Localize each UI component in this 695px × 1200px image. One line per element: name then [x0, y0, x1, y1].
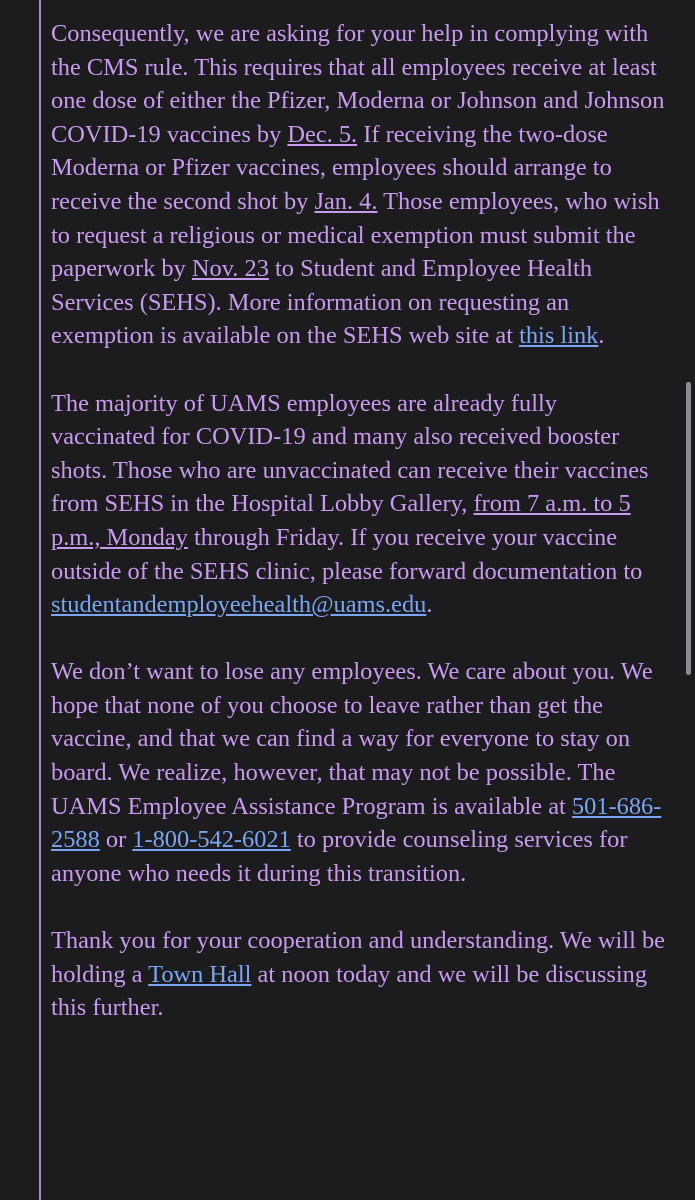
- paragraph-employee-assistance: We don’t want to lose any employees. We care about you. We hope that none of you choose to leave rather than get the vaccine, and that we can find a way for everyone to stay on board. We realize, however, that may not be possible. The UAMS Employee Assistance Program is available at 501-686-2588 or 1-800-542-6021 to provide counseling services for anyone who needs it during this transition.: [51, 658, 662, 887]
- scrollbar-thumb[interactable]: [686, 382, 691, 675]
- phone-link-tollfree[interactable]: 1-800-542-6021: [132, 826, 291, 854]
- email-body: [51, 17, 666, 1058]
- sehs-exemption-link[interactable]: this link: [519, 322, 599, 350]
- paragraph-town-hall: Thank you for your cooperation and understanding. We will be holding a Town Hall at noon today and we will be discussing this further.: [51, 927, 665, 1022]
- paragraph-cms-rule: Consequently, we are asking for your help in complying with the CMS rule. This requires that all employees receive at least one dose of either the Pfizer, Moderna or Johnson and Johnson COVID-19 vaccines by Dec. 5. If receiving the two-dose Moderna or Pfizer vaccines, employees should arrange to receive the second shot by Jan. 4. Those employees, who wish to request a religious or medical exemption must submit the paperwork by Nov. 23 to Student and Employee Health Services (SEHS). More information on requesting an exemption is available on the SEHS web site at this link.: [51, 20, 665, 350]
- quote-rule: [39, 0, 41, 1200]
- date-dec-5: Dec. 5.: [287, 120, 358, 148]
- email-link[interactable]: studentandemployeehealth@uams.edu: [51, 591, 427, 619]
- paragraph-vaccination: The majority of UAMS employees are already fully vaccinated for COVID-19 and many also received booster shots. Those who are unvaccinated can receive their vaccines from SEHS in the Hospital Lobby Gallery, from 7 a.m. to 5 p.m., Monday through Friday. If you receive your vaccine outside of the SEHS clinic, please forward documentation to studentandemployeehealth@uams.edu.: [51, 389, 649, 619]
- phone-link-local[interactable]: 501-686-2588: [51, 792, 662, 854]
- date-nov-23: Nov. 23: [191, 255, 269, 283]
- town-hall-link[interactable]: Town Hall: [148, 960, 252, 988]
- date-jan-4: Jan. 4.: [314, 187, 378, 215]
- clinic-hours: from 7 a.m. to 5 p.m., Monday: [51, 490, 631, 551]
